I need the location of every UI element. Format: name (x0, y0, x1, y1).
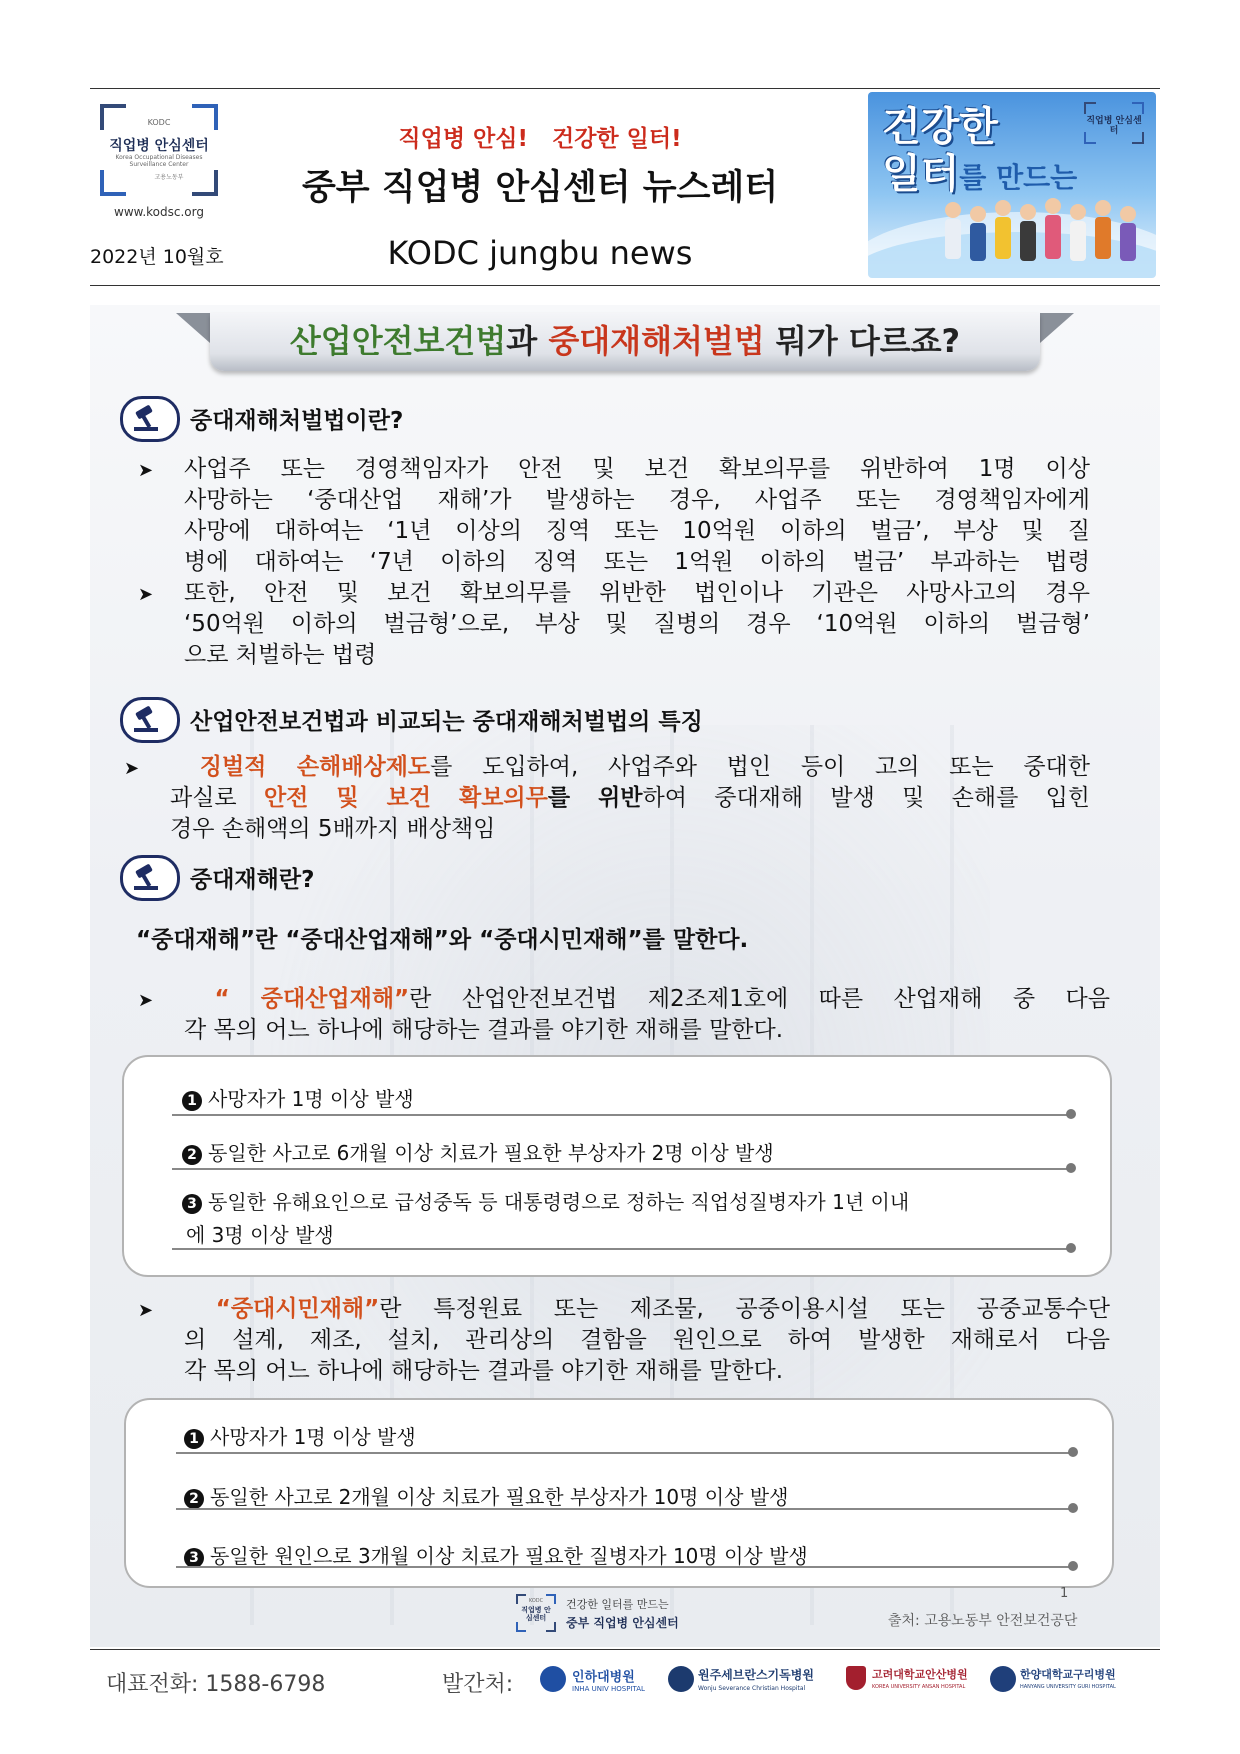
logo-en-line1: Korea Occupational Diseases (115, 154, 203, 161)
title-part-osh-act: 산업안전보건법 (289, 322, 507, 360)
article-title-banner (210, 313, 1040, 371)
section1-bullet2-line1: 또한, 안전 및 보건 확보의무를 위반한 법인이나 기관은 사망사고의 경우 (184, 580, 1090, 606)
hospital-name: 인하대병원 (572, 1670, 635, 1685)
industrial-item-1: 1 사망자가 1명 이상 발생 (182, 1083, 414, 1112)
newsletter-subtitle: KODC jungbu news (387, 234, 693, 272)
line-end-dot (1068, 1561, 1078, 1571)
section2-line1: 징벌적 손해배상제도를 도입하여, 사업주와 법인 등이 고의 또는 중대한 (199, 754, 1090, 780)
newsletter-title: 중부 직업병 안심센터 뉴스레터 (301, 168, 779, 208)
section1-bullet1-line4: 병에 대하여는 ‘7년 이하의 징역 또는 1억원 이하의 벌금’ 부과하는 법령 (184, 549, 1090, 575)
banner-kodc-logo: 직업병 안심센터 (1084, 102, 1144, 144)
bullet-arrow-icon: ➤ (138, 584, 154, 605)
number-badge-icon: 3 (184, 1548, 204, 1568)
line-end-dot (1068, 1503, 1078, 1513)
hanyang-univ-logo-icon (990, 1666, 1016, 1692)
kodc-logo (100, 104, 218, 196)
logo-en-line2: Surveillance Center (129, 161, 189, 168)
hospital-wonju (668, 1662, 838, 1698)
hospital-korea-ansan (846, 1662, 986, 1698)
tagline: 직업병 안심! 건강한 일터! (398, 126, 682, 152)
issue-date: 2022년 10월호 (90, 246, 224, 268)
banner-line1: 건강한 (882, 104, 998, 150)
page-number: 1 (1060, 1586, 1069, 1601)
line-end-dot (1066, 1163, 1076, 1173)
footer-rule (90, 1649, 1160, 1650)
hospital-name: 한양대학교구리병원 (1020, 1668, 1116, 1681)
item-underline (176, 1566, 1072, 1568)
bottom-logo-slogan: 건강한 일터를 만드는 (566, 1598, 669, 1611)
civil-item-3: 3 동일한 원인으로 3개월 이상 치료가 필요한 질병자가 10명 이상 발생 (184, 1540, 808, 1569)
gavel-icon (120, 697, 180, 743)
korea-univ-crest-icon (846, 1666, 866, 1690)
number-badge-icon: 2 (182, 1145, 202, 1165)
civil-accident-line1: “중대시민재해”란 특정원료 또는 제조물, 공중이용시설 또는 공중교통수단 (215, 1296, 1110, 1322)
item-underline (176, 1452, 1072, 1454)
banner-line2: 일터를 만드는 (882, 151, 1078, 197)
source-credit: 출처: 고용노동부 안전보건공단 (888, 1613, 1078, 1629)
section2-line2: 과실로 안전 및 보건 확보의무를 위반하여 중대재해 발생 및 손해를 입힌 (170, 785, 1091, 811)
item-underline (172, 1114, 1070, 1116)
healthy-workplace-banner (868, 92, 1156, 278)
section1-bullet2-line3: 으로 처벌하는 법령 (184, 642, 377, 668)
title-banner-left-wing (176, 313, 210, 343)
item-underline (176, 1508, 1072, 1510)
logo-center-name: 직업병 안심센터 (109, 138, 209, 154)
wonju-severance-logo-icon (668, 1666, 694, 1692)
hospital-inha (540, 1662, 670, 1698)
industrial-accident-line2: 각 목의 어느 하나에 해당하는 결과를 야기한 재해를 말한다. (184, 1017, 784, 1043)
section1-bullet1-line2: 사망하는 ‘중대산업 재해’가 발생하는 경우, 사업주 또는 경영책임자에게 (184, 487, 1090, 513)
hospital-name: 고려대학교안산병원 (872, 1668, 968, 1681)
section2-line3: 경우 손해액의 5배까지 배상책임 (170, 816, 496, 842)
bottom-center-logo (516, 1594, 696, 1634)
hospital-sub: INHA UNIV HOSPITAL (572, 1685, 645, 1693)
industrial-item-2: 2 동일한 사고로 6개월 이상 치료가 필요한 부상자가 2명 이상 발생 (182, 1137, 774, 1166)
title-part-sapa: 중대재해처벌법 (548, 322, 765, 360)
number-badge-icon: 2 (184, 1489, 204, 1509)
industrial-accident-line1: “ 중대산업재해”란 산업안전보건법 제2조제1호에 따른 산업재해 중 다음 (214, 986, 1110, 1012)
bullet-arrow-icon: ➤ (138, 1300, 154, 1321)
civil-item-1: 1 사망자가 1명 이상 발생 (184, 1421, 416, 1450)
civil-accident-line3: 각 목의 어느 하나에 해당하는 결과를 야기한 재해를 말한다. (184, 1358, 784, 1384)
section2-heading: 산업안전보건법과 비교되는 중대재해처벌법의 특징 (190, 709, 703, 735)
gavel-icon (120, 855, 180, 901)
number-badge-icon: 3 (182, 1194, 202, 1214)
section3-heading: 중대재해란? (190, 867, 315, 893)
serious-accident-definition: “중대재해”란 “중대산업재해”와 “중대시민재해”를 말한다. (136, 927, 749, 953)
line-end-dot (1068, 1447, 1078, 1457)
hospital-sub: KOREA UNIVERSITY ANSAN HOSPITAL (872, 1684, 966, 1690)
hospital-sub: Wonju Severance Christian Hospital (698, 1685, 806, 1692)
industrial-item-3: 3 동일한 유해요인으로 급성중독 등 대통령령으로 정하는 직업성질병자가 1년 이내 (182, 1186, 1072, 1215)
hospital-hanyang-guri (990, 1662, 1140, 1698)
number-badge-icon: 1 (182, 1091, 202, 1111)
main-phone: 대표전화: 1588-6798 (106, 1672, 326, 1697)
bullet-arrow-icon: ➤ (138, 460, 154, 481)
title-part-and: 과 (506, 322, 549, 360)
bullet-arrow-icon: ➤ (124, 758, 140, 779)
line-end-dot (1066, 1109, 1076, 1119)
bottom-logo-name: 중부 직업병 안심센터 (566, 1616, 679, 1630)
gavel-icon (120, 396, 180, 442)
header-bottom-rule (90, 285, 1160, 286)
workers-illustration-icon (938, 192, 1148, 274)
section1-bullet2-line2: ‘50억원 이하의 벌금형’으로, 부상 및 질병의 경우 ‘10억원 이하의 벌금형’ (184, 611, 1090, 637)
website-link[interactable]: www.kodsc.org (114, 205, 204, 219)
header-top-rule (90, 88, 1160, 89)
line-end-dot (1066, 1243, 1076, 1253)
publisher-label: 발간처: (442, 1672, 514, 1697)
item-underline (172, 1168, 1070, 1170)
logo-kodc-text: KODC (147, 118, 171, 127)
section1-bullet1-line3: 사망에 대하여는 ‘1년 이상의 징역 또는 10억원 이하의 벌금’, 부상 및 질 (184, 518, 1090, 544)
title-part-question: 뭐가 다르죠? (764, 322, 961, 360)
civil-accident-line2: 의 설계, 제조, 설치, 관리상의 결함을 원인으로 하여 발생한 재해로서 다음 (184, 1327, 1110, 1353)
industrial-item-3-cont: 에 3명 이상 발생 (186, 1223, 334, 1247)
bullet-arrow-icon: ➤ (138, 990, 154, 1011)
logo-ministry: 고용노동부 (154, 174, 184, 181)
item-underline (172, 1248, 1070, 1250)
section1-bullet1-line1: 사업주 또는 경영책임자가 안전 및 보건 확보의무를 위반하여 1명 이상 (184, 456, 1090, 482)
hospital-sub: HANYANG UNIVERSITY GURI HOSPITAL (1020, 1684, 1116, 1690)
small-kodc-logo: KODC 직업병 안심센터 (516, 1594, 556, 1632)
civil-item-2: 2 동일한 사고로 2개월 이상 치료가 필요한 부상자가 10명 이상 발생 (184, 1481, 788, 1510)
hospital-name: 원주세브란스기독병원 (698, 1668, 814, 1682)
number-badge-icon: 1 (184, 1429, 204, 1449)
inha-hospital-logo-icon (540, 1666, 566, 1692)
section1-heading: 중대재해처벌법이란? (190, 408, 404, 434)
title-banner-right-wing (1040, 313, 1074, 343)
